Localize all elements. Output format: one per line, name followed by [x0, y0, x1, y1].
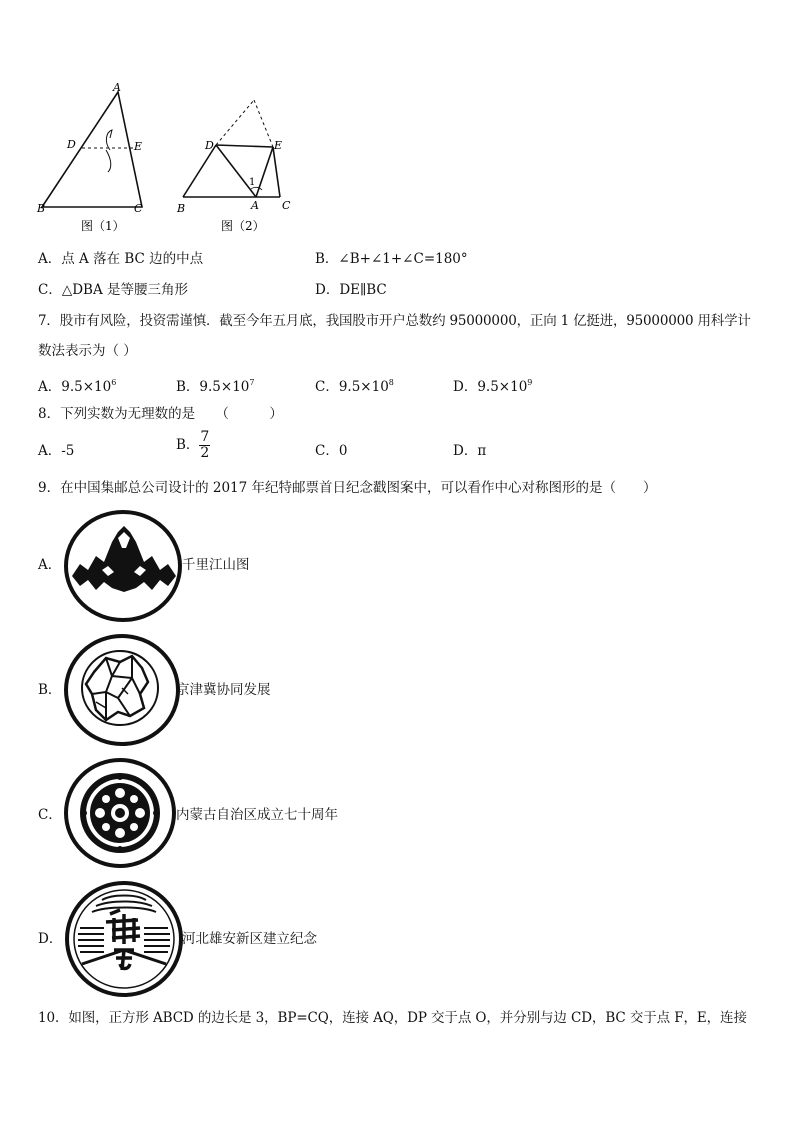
q9-option-d-caption: 河北雄安新区建立纪念: [182, 931, 317, 947]
q9-option-b-letter: B．: [38, 682, 62, 698]
fig2-fold-ea: [256, 147, 273, 197]
q8-b-fraction: [199, 430, 210, 461]
q7-d-base: D．9.5×10: [453, 379, 528, 395]
q8-b-prefix: B．: [176, 437, 200, 453]
fig2-side-ec: [273, 147, 280, 197]
q9-option-a-letter: A．: [38, 557, 62, 573]
fig1-label-c: C: [134, 202, 143, 215]
fig1-label-a: A: [113, 81, 121, 94]
q8-option-b: [176, 430, 210, 461]
fraction-numerator: 7: [200, 429, 210, 445]
q8-option-a: A．-5: [38, 443, 75, 459]
q7-c-base: C．9.5×10: [315, 379, 389, 395]
q9-option-a-caption: 千里江山图: [182, 557, 250, 573]
stamp-b-image: [62, 632, 182, 748]
q7-stem-line2: 数法表示为（ ）: [38, 343, 137, 359]
fig2-label-e: E: [274, 139, 283, 152]
fig1-label-b: B: [37, 202, 46, 215]
q7-b-base: B．9.5×10: [176, 379, 250, 395]
fraction-denominator: 2: [200, 445, 210, 461]
fig2-caption: 图（2）: [221, 219, 265, 233]
q7-option-b: [176, 374, 254, 396]
fig1-caption: 图（1）: [81, 219, 125, 233]
fig2-dashed-right: [254, 100, 273, 147]
q9-option-c-letter: C．: [38, 807, 62, 823]
q7-a-base: A．9.5×10: [38, 379, 112, 395]
q9-option-d-letter: D．: [38, 931, 63, 947]
q9-option-b-caption: 京津冀协同发展: [176, 682, 271, 698]
q7-option-d: [453, 374, 532, 396]
fig2-side-de: [216, 145, 273, 147]
stamp-d-image: [62, 878, 186, 1000]
fig2-label-b: B: [177, 202, 186, 215]
q10-stem: 10．如图，正方形 ABCD 的边长是 3，BP=CQ，连接 AQ，DP 交于点 O，并分别与边 CD，BC 交于点 F，E，连接: [38, 1010, 747, 1026]
q7-option-a: [38, 374, 116, 396]
q7-b-exponent: 7: [249, 378, 255, 387]
q9-option-c-caption: 内蒙古自治区成立七十周年: [176, 807, 338, 823]
fig2-label-c: C: [282, 199, 291, 212]
q9-stem: 9．在中国集邮总公司设计的 2017 年纪特邮票首日纪念戳图案中，可以看作中心对称图形的是（ ）: [38, 480, 657, 496]
triangle-abc: [42, 92, 142, 207]
fig2-fold-da: [216, 145, 256, 197]
q7-c-exponent: 8: [388, 378, 394, 387]
fold-arrow-icon: [106, 130, 112, 172]
fig2-dashed-left: [216, 100, 254, 145]
stamp-c-image: [62, 755, 178, 871]
q8-option-c: C．0: [315, 443, 348, 459]
fig2-label-angle-1: 1: [249, 177, 256, 188]
q8-option-d: D．π: [453, 443, 487, 459]
figure-1: [30, 80, 165, 240]
q7-stem-line1: 7．股市有风险，投资需谨慎．截至今年五月底，我国股市开户总数约 95000000，正向 1 亿挺进，95000000 用科学计: [38, 313, 751, 329]
figure-2: [170, 90, 300, 240]
fig1-label-d: D: [67, 138, 76, 151]
q8-stem: 8．下列实数为无理数的是 （ ）: [38, 406, 283, 422]
q6-option-b: B．∠B+∠1+∠C=180°: [315, 251, 468, 267]
stamp-a-image: [62, 508, 184, 626]
q6-option-a: A．点 A 落在 BC 边的中点: [38, 251, 204, 267]
q6-option-c: C．△DBA 是等腰三角形: [38, 282, 188, 298]
q7-a-exponent: 6: [111, 378, 117, 387]
fig2-label-a: A: [251, 199, 259, 212]
q7-d-exponent: 9: [527, 378, 533, 387]
q7-option-c: [315, 374, 394, 396]
fig2-label-d: D: [205, 139, 214, 152]
fig1-label-e: E: [134, 140, 143, 153]
q6-option-d: D．DE∥BC: [315, 282, 387, 298]
fig2-side-bd: [183, 145, 216, 197]
